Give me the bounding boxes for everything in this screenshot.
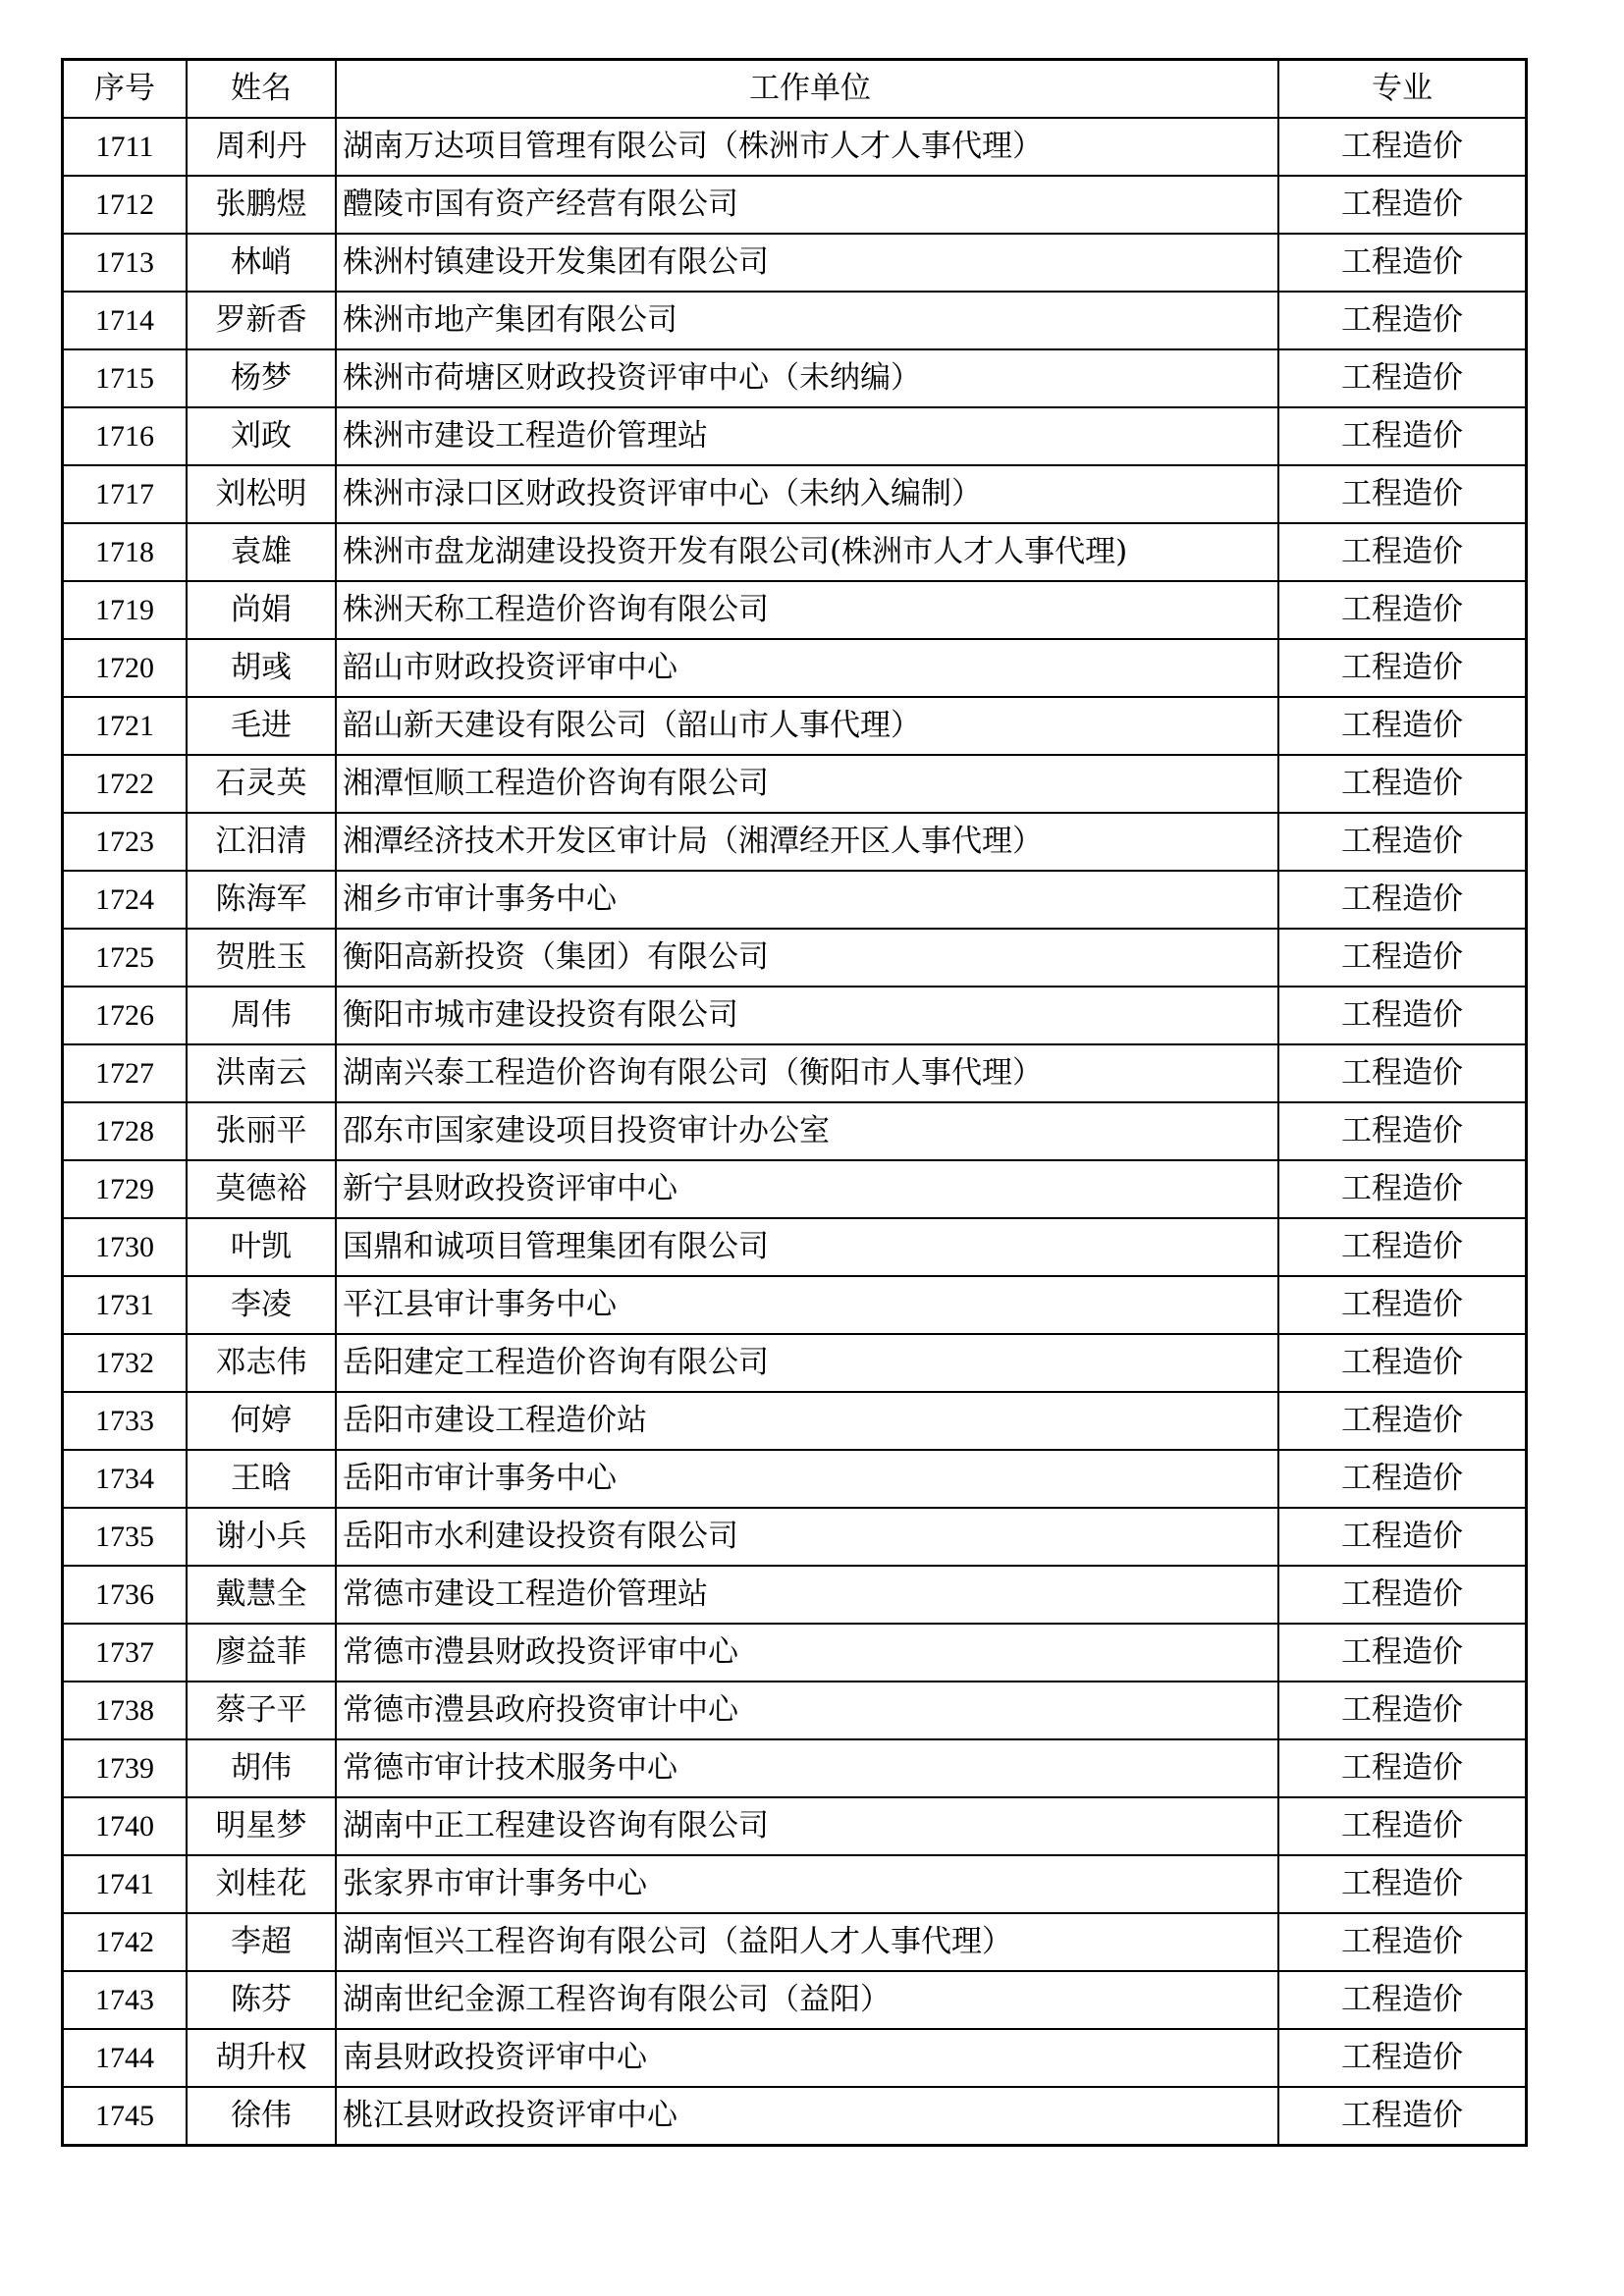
table-row (63, 1276, 1527, 1334)
cell-major: 工程造价 (1278, 1855, 1527, 1913)
table-row (63, 1566, 1527, 1624)
cell-major: 工程造价 (1278, 1450, 1527, 1508)
cell-major: 工程造价 (1278, 407, 1527, 465)
cell-major: 工程造价 (1278, 118, 1527, 176)
cell-major: 工程造价 (1278, 581, 1527, 639)
cell-major: 工程造价 (1278, 234, 1527, 292)
cell-name: 李超 (187, 1913, 336, 1971)
table-row (63, 1971, 1527, 2029)
table-row (63, 1739, 1527, 1797)
cell-work-unit: 韶山新天建设有限公司（韶山市人事代理） (336, 697, 1278, 755)
table-row (63, 1160, 1527, 1218)
cell-name: 张丽平 (187, 1102, 336, 1160)
cell-name: 罗新香 (187, 292, 336, 349)
roster-table (61, 58, 1528, 2147)
cell-work-unit: 湘潭经济技术开发区审计局（湘潭经开区人事代理） (336, 813, 1278, 871)
cell-major: 工程造价 (1278, 292, 1527, 349)
cell-serial-number: 1720 (63, 639, 188, 697)
cell-work-unit: 湘乡市审计事务中心 (336, 871, 1278, 929)
cell-name: 胡伟 (187, 1739, 336, 1797)
table-row (63, 1797, 1527, 1855)
cell-serial-number: 1738 (63, 1682, 188, 1739)
cell-serial-number: 1729 (63, 1160, 188, 1218)
cell-major: 工程造价 (1278, 1624, 1527, 1682)
cell-serial-number: 1728 (63, 1102, 188, 1160)
cell-major: 工程造价 (1278, 1971, 1527, 2029)
cell-major: 工程造价 (1278, 523, 1527, 581)
cell-work-unit: 湖南恒兴工程咨询有限公司（益阳人才人事代理） (336, 1913, 1278, 1971)
cell-work-unit: 桃江县财政投资评审中心 (336, 2087, 1278, 2146)
cell-work-unit: 株洲天称工程造价咨询有限公司 (336, 581, 1278, 639)
table-row (63, 1682, 1527, 1739)
table-row (63, 234, 1527, 292)
cell-work-unit: 国鼎和诚项目管理集团有限公司 (336, 1218, 1278, 1276)
cell-major: 工程造价 (1278, 1102, 1527, 1160)
table-row (63, 1508, 1527, 1566)
table-row (63, 407, 1527, 465)
cell-work-unit: 湖南万达项目管理有限公司（株洲市人才人事代理） (336, 118, 1278, 176)
cell-serial-number: 1713 (63, 234, 188, 292)
cell-work-unit: 株洲村镇建设开发集团有限公司 (336, 234, 1278, 292)
table-row (63, 2087, 1527, 2146)
cell-work-unit: 株洲市地产集团有限公司 (336, 292, 1278, 349)
table-row (63, 755, 1527, 813)
cell-name: 尚娟 (187, 581, 336, 639)
table-row (63, 349, 1527, 407)
table-row (63, 1044, 1527, 1102)
cell-name: 谢小兵 (187, 1508, 336, 1566)
cell-serial-number: 1714 (63, 292, 188, 349)
cell-serial-number: 1727 (63, 1044, 188, 1102)
cell-work-unit: 湖南兴泰工程造价咨询有限公司（衡阳市人事代理） (336, 1044, 1278, 1102)
cell-name: 李凌 (187, 1276, 336, 1334)
cell-name: 江汨清 (187, 813, 336, 871)
cell-work-unit: 株洲市渌口区财政投资评审中心（未纳入编制） (336, 465, 1278, 523)
cell-serial-number: 1732 (63, 1334, 188, 1392)
cell-serial-number: 1735 (63, 1508, 188, 1566)
table-row (63, 118, 1527, 176)
cell-name: 杨梦 (187, 349, 336, 407)
header-name: 姓名 (187, 60, 336, 119)
cell-serial-number: 1723 (63, 813, 188, 871)
cell-serial-number: 1721 (63, 697, 188, 755)
cell-work-unit: 新宁县财政投资评审中心 (336, 1160, 1278, 1218)
cell-major: 工程造价 (1278, 639, 1527, 697)
table-row (63, 1218, 1527, 1276)
cell-name: 胡升权 (187, 2029, 336, 2087)
cell-name: 莫德裕 (187, 1160, 336, 1218)
cell-serial-number: 1717 (63, 465, 188, 523)
cell-major: 工程造价 (1278, 929, 1527, 987)
table-body (63, 118, 1527, 2146)
cell-major: 工程造价 (1278, 1739, 1527, 1797)
cell-major: 工程造价 (1278, 1160, 1527, 1218)
header-work-unit: 工作单位 (336, 60, 1278, 119)
table-row (63, 1624, 1527, 1682)
table-row (63, 1913, 1527, 1971)
cell-work-unit: 湖南世纪金源工程咨询有限公司（益阳） (336, 1971, 1278, 2029)
table-row (63, 1450, 1527, 1508)
table-row (63, 871, 1527, 929)
cell-major: 工程造价 (1278, 1392, 1527, 1450)
cell-name: 袁雄 (187, 523, 336, 581)
cell-name: 邓志伟 (187, 1334, 336, 1392)
table-row (63, 639, 1527, 697)
cell-serial-number: 1741 (63, 1855, 188, 1913)
cell-major: 工程造价 (1278, 1276, 1527, 1334)
cell-name: 周伟 (187, 987, 336, 1044)
cell-major: 工程造价 (1278, 755, 1527, 813)
cell-work-unit: 株洲市盘龙湖建设投资开发有限公司(株洲市人才人事代理) (336, 523, 1278, 581)
table-row (63, 1334, 1527, 1392)
cell-serial-number: 1733 (63, 1392, 188, 1450)
table-row (63, 929, 1527, 987)
table-row (63, 581, 1527, 639)
cell-major: 工程造价 (1278, 2087, 1527, 2146)
cell-name: 石灵英 (187, 755, 336, 813)
header-serial-number: 序号 (63, 60, 188, 119)
cell-name: 贺胜玉 (187, 929, 336, 987)
cell-work-unit: 平江县审计事务中心 (336, 1276, 1278, 1334)
cell-serial-number: 1731 (63, 1276, 188, 1334)
cell-work-unit: 韶山市财政投资评审中心 (336, 639, 1278, 697)
table-row (63, 1392, 1527, 1450)
cell-work-unit: 株洲市建设工程造价管理站 (336, 407, 1278, 465)
cell-major: 工程造价 (1278, 1682, 1527, 1739)
cell-major: 工程造价 (1278, 1566, 1527, 1624)
cell-work-unit: 邵东市国家建设项目投资审计办公室 (336, 1102, 1278, 1160)
cell-major: 工程造价 (1278, 176, 1527, 234)
cell-serial-number: 1736 (63, 1566, 188, 1624)
cell-work-unit: 湘潭恒顺工程造价咨询有限公司 (336, 755, 1278, 813)
cell-name: 张鹏煜 (187, 176, 336, 234)
cell-name: 陈芬 (187, 1971, 336, 2029)
cell-name: 蔡子平 (187, 1682, 336, 1739)
table-row (63, 1855, 1527, 1913)
cell-name: 刘松明 (187, 465, 336, 523)
cell-serial-number: 1745 (63, 2087, 188, 2146)
cell-work-unit: 南县财政投资评审中心 (336, 2029, 1278, 2087)
cell-serial-number: 1726 (63, 987, 188, 1044)
cell-work-unit: 岳阳市建设工程造价站 (336, 1392, 1278, 1450)
cell-work-unit: 株洲市荷塘区财政投资评审中心（未纳编） (336, 349, 1278, 407)
cell-name: 明星梦 (187, 1797, 336, 1855)
cell-work-unit: 常德市审计技术服务中心 (336, 1739, 1278, 1797)
cell-major: 工程造价 (1278, 1044, 1527, 1102)
cell-major: 工程造价 (1278, 465, 1527, 523)
cell-work-unit: 衡阳高新投资（集团）有限公司 (336, 929, 1278, 987)
table-row (63, 176, 1527, 234)
cell-name: 叶凯 (187, 1218, 336, 1276)
cell-serial-number: 1742 (63, 1913, 188, 1971)
cell-serial-number: 1712 (63, 176, 188, 234)
table-row (63, 697, 1527, 755)
table-row (63, 987, 1527, 1044)
cell-serial-number: 1722 (63, 755, 188, 813)
cell-name: 戴慧全 (187, 1566, 336, 1624)
cell-work-unit: 常德市澧县政府投资审计中心 (336, 1682, 1278, 1739)
cell-serial-number: 1724 (63, 871, 188, 929)
cell-work-unit: 衡阳市城市建设投资有限公司 (336, 987, 1278, 1044)
cell-serial-number: 1744 (63, 2029, 188, 2087)
cell-major: 工程造价 (1278, 2029, 1527, 2087)
cell-major: 工程造价 (1278, 1508, 1527, 1566)
cell-name: 毛进 (187, 697, 336, 755)
cell-serial-number: 1734 (63, 1450, 188, 1508)
cell-major: 工程造价 (1278, 1218, 1527, 1276)
cell-name: 刘桂花 (187, 1855, 336, 1913)
cell-name: 何婷 (187, 1392, 336, 1450)
cell-work-unit: 岳阳市审计事务中心 (336, 1450, 1278, 1508)
cell-serial-number: 1718 (63, 523, 188, 581)
cell-serial-number: 1737 (63, 1624, 188, 1682)
cell-major: 工程造价 (1278, 1913, 1527, 1971)
cell-name: 林峭 (187, 234, 336, 292)
cell-name: 陈海军 (187, 871, 336, 929)
cell-serial-number: 1740 (63, 1797, 188, 1855)
table-row (63, 813, 1527, 871)
cell-major: 工程造价 (1278, 697, 1527, 755)
table-row (63, 1102, 1527, 1160)
cell-work-unit: 岳阳建定工程造价咨询有限公司 (336, 1334, 1278, 1392)
cell-serial-number: 1739 (63, 1739, 188, 1797)
cell-name: 刘政 (187, 407, 336, 465)
cell-major: 工程造价 (1278, 349, 1527, 407)
cell-major: 工程造价 (1278, 1797, 1527, 1855)
cell-major: 工程造价 (1278, 871, 1527, 929)
cell-serial-number: 1725 (63, 929, 188, 987)
table-row (63, 465, 1527, 523)
header-row (63, 60, 1527, 119)
cell-major: 工程造价 (1278, 813, 1527, 871)
cell-serial-number: 1716 (63, 407, 188, 465)
cell-name: 王晗 (187, 1450, 336, 1508)
cell-name: 周利丹 (187, 118, 336, 176)
cell-work-unit: 岳阳市水利建设投资有限公司 (336, 1508, 1278, 1566)
cell-work-unit: 醴陵市国有资产经营有限公司 (336, 176, 1278, 234)
cell-name: 徐伟 (187, 2087, 336, 2146)
cell-serial-number: 1730 (63, 1218, 188, 1276)
cell-major: 工程造价 (1278, 1334, 1527, 1392)
header-major: 专业 (1278, 60, 1527, 119)
cell-name: 洪南云 (187, 1044, 336, 1102)
cell-name: 胡彧 (187, 639, 336, 697)
table-row (63, 292, 1527, 349)
table-row (63, 2029, 1527, 2087)
cell-serial-number: 1743 (63, 1971, 188, 2029)
cell-work-unit: 常德市建设工程造价管理站 (336, 1566, 1278, 1624)
table-row (63, 523, 1527, 581)
cell-serial-number: 1711 (63, 118, 188, 176)
cell-work-unit: 湖南中正工程建设咨询有限公司 (336, 1797, 1278, 1855)
cell-serial-number: 1719 (63, 581, 188, 639)
cell-serial-number: 1715 (63, 349, 188, 407)
cell-major: 工程造价 (1278, 987, 1527, 1044)
cell-work-unit: 常德市澧县财政投资评审中心 (336, 1624, 1278, 1682)
cell-work-unit: 张家界市审计事务中心 (336, 1855, 1278, 1913)
cell-name: 廖益菲 (187, 1624, 336, 1682)
